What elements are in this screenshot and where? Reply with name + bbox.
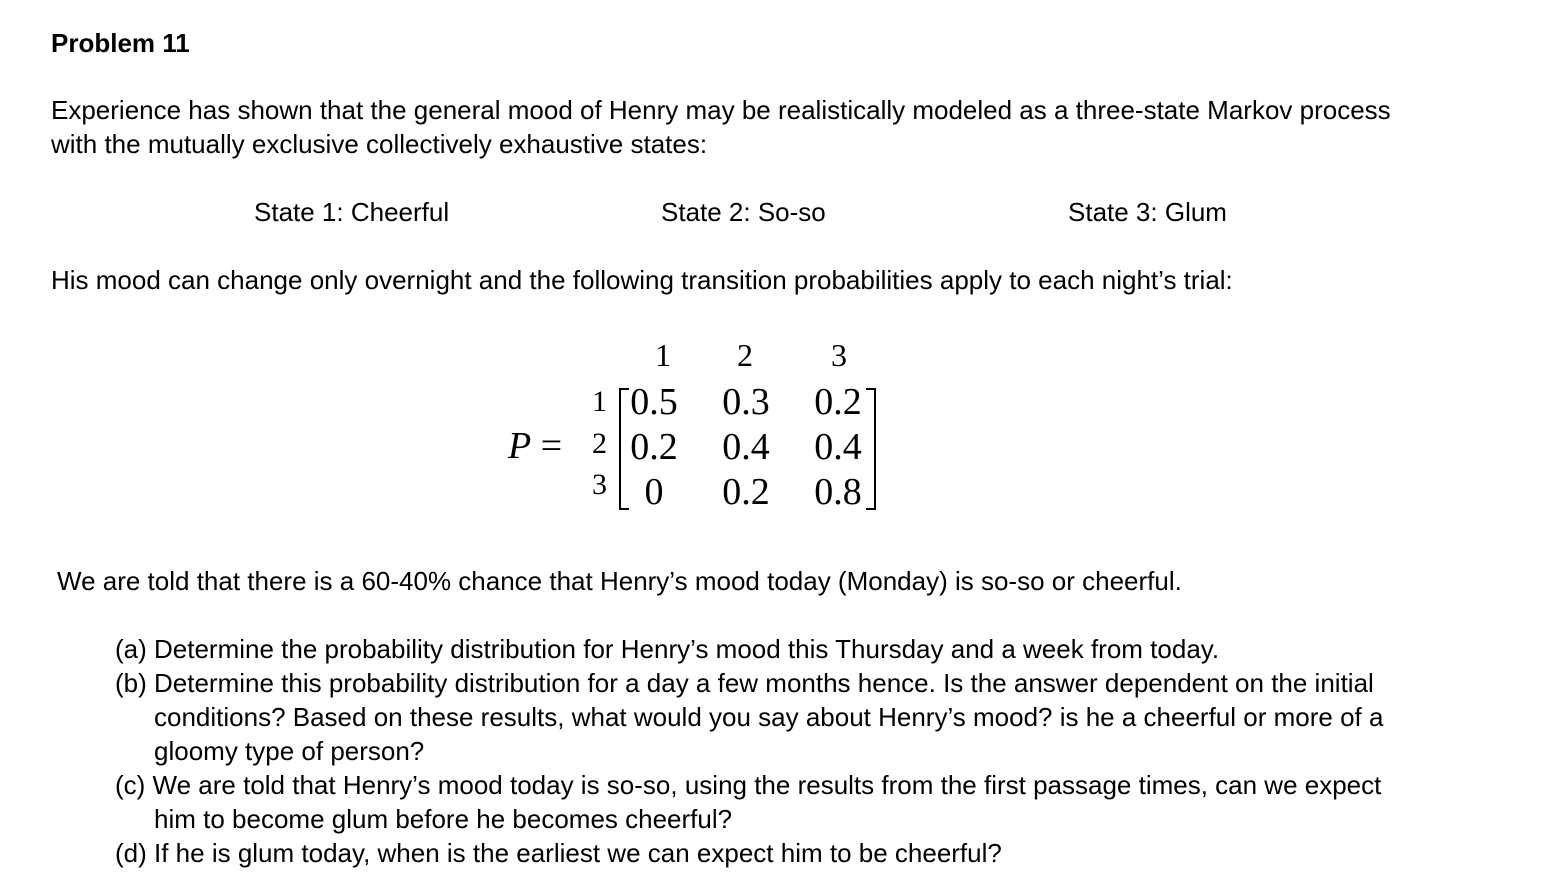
question-b: (b) Determine this probability distribution for a day a few months hence. Is the answer dependent on the initial [115, 668, 1374, 698]
state-1-label: State 1: Cheerful [254, 197, 450, 227]
matrix-cell: 0.2 [722, 471, 770, 513]
matrix-label [508, 424, 562, 468]
state-2-label: State 2: So-so [661, 197, 826, 227]
matrix-col-header: 3 [831, 337, 847, 373]
chance-statement: We are told that there is a 60-40% chance that Henry’s mood today (Monday) is so-so or cheerful. [57, 566, 1182, 596]
matrix-symbol: P [508, 425, 532, 467]
matrix-cell: 0.4 [814, 426, 862, 468]
intro-line-1: Experience has shown that the general mood of Henry may be realistically modeled as a three-state Markov process [51, 95, 1391, 125]
matrix-cell: 0.2 [630, 426, 678, 468]
matrix-cell: 0.5 [630, 381, 678, 423]
matrix-col-header: 1 [655, 337, 671, 373]
matrix-cell: 0.3 [722, 381, 770, 423]
question-c-continued: him to become glum before he becomes cheerful? [154, 804, 733, 834]
matrix-cell: 0.8 [814, 471, 862, 513]
matrix-cell: 0.4 [722, 426, 770, 468]
state-3-label: State 3: Glum [1068, 197, 1227, 227]
matrix-cell: 0.2 [814, 381, 862, 423]
matrix-row-header: 2 [592, 427, 607, 460]
problem-title: Problem 11 [51, 28, 190, 58]
matrix-cell: 0 [644, 471, 664, 513]
matrix-col-header: 2 [737, 337, 753, 373]
question-c: (c) We are told that Henry’s mood today is so-so, using the results from the first passage times, can we expect [115, 770, 1382, 800]
question-d: (d) If he is glum today, when is the earliest we can expect him to be cheerful? [115, 838, 1002, 868]
question-b-continued: conditions? Based on these results, what would you say about Henry’s mood? is he a cheerful or more of a [154, 702, 1384, 732]
matrix-row-header: 1 [592, 385, 607, 418]
intro-line-2: with the mutually exclusive collectively exhaustive states: [51, 129, 708, 159]
matrix-equals: = [540, 425, 563, 467]
matrix-row-header: 3 [592, 468, 607, 501]
question-b-continued: gloomy type of person? [154, 736, 425, 766]
question-a: (a) Determine the probability distribution for Henry’s mood this Thursday and a week from today. [115, 634, 1220, 664]
transition-intro: His mood can change only overnight and the following transition probabilities apply to each night’s trial: [51, 265, 1233, 295]
